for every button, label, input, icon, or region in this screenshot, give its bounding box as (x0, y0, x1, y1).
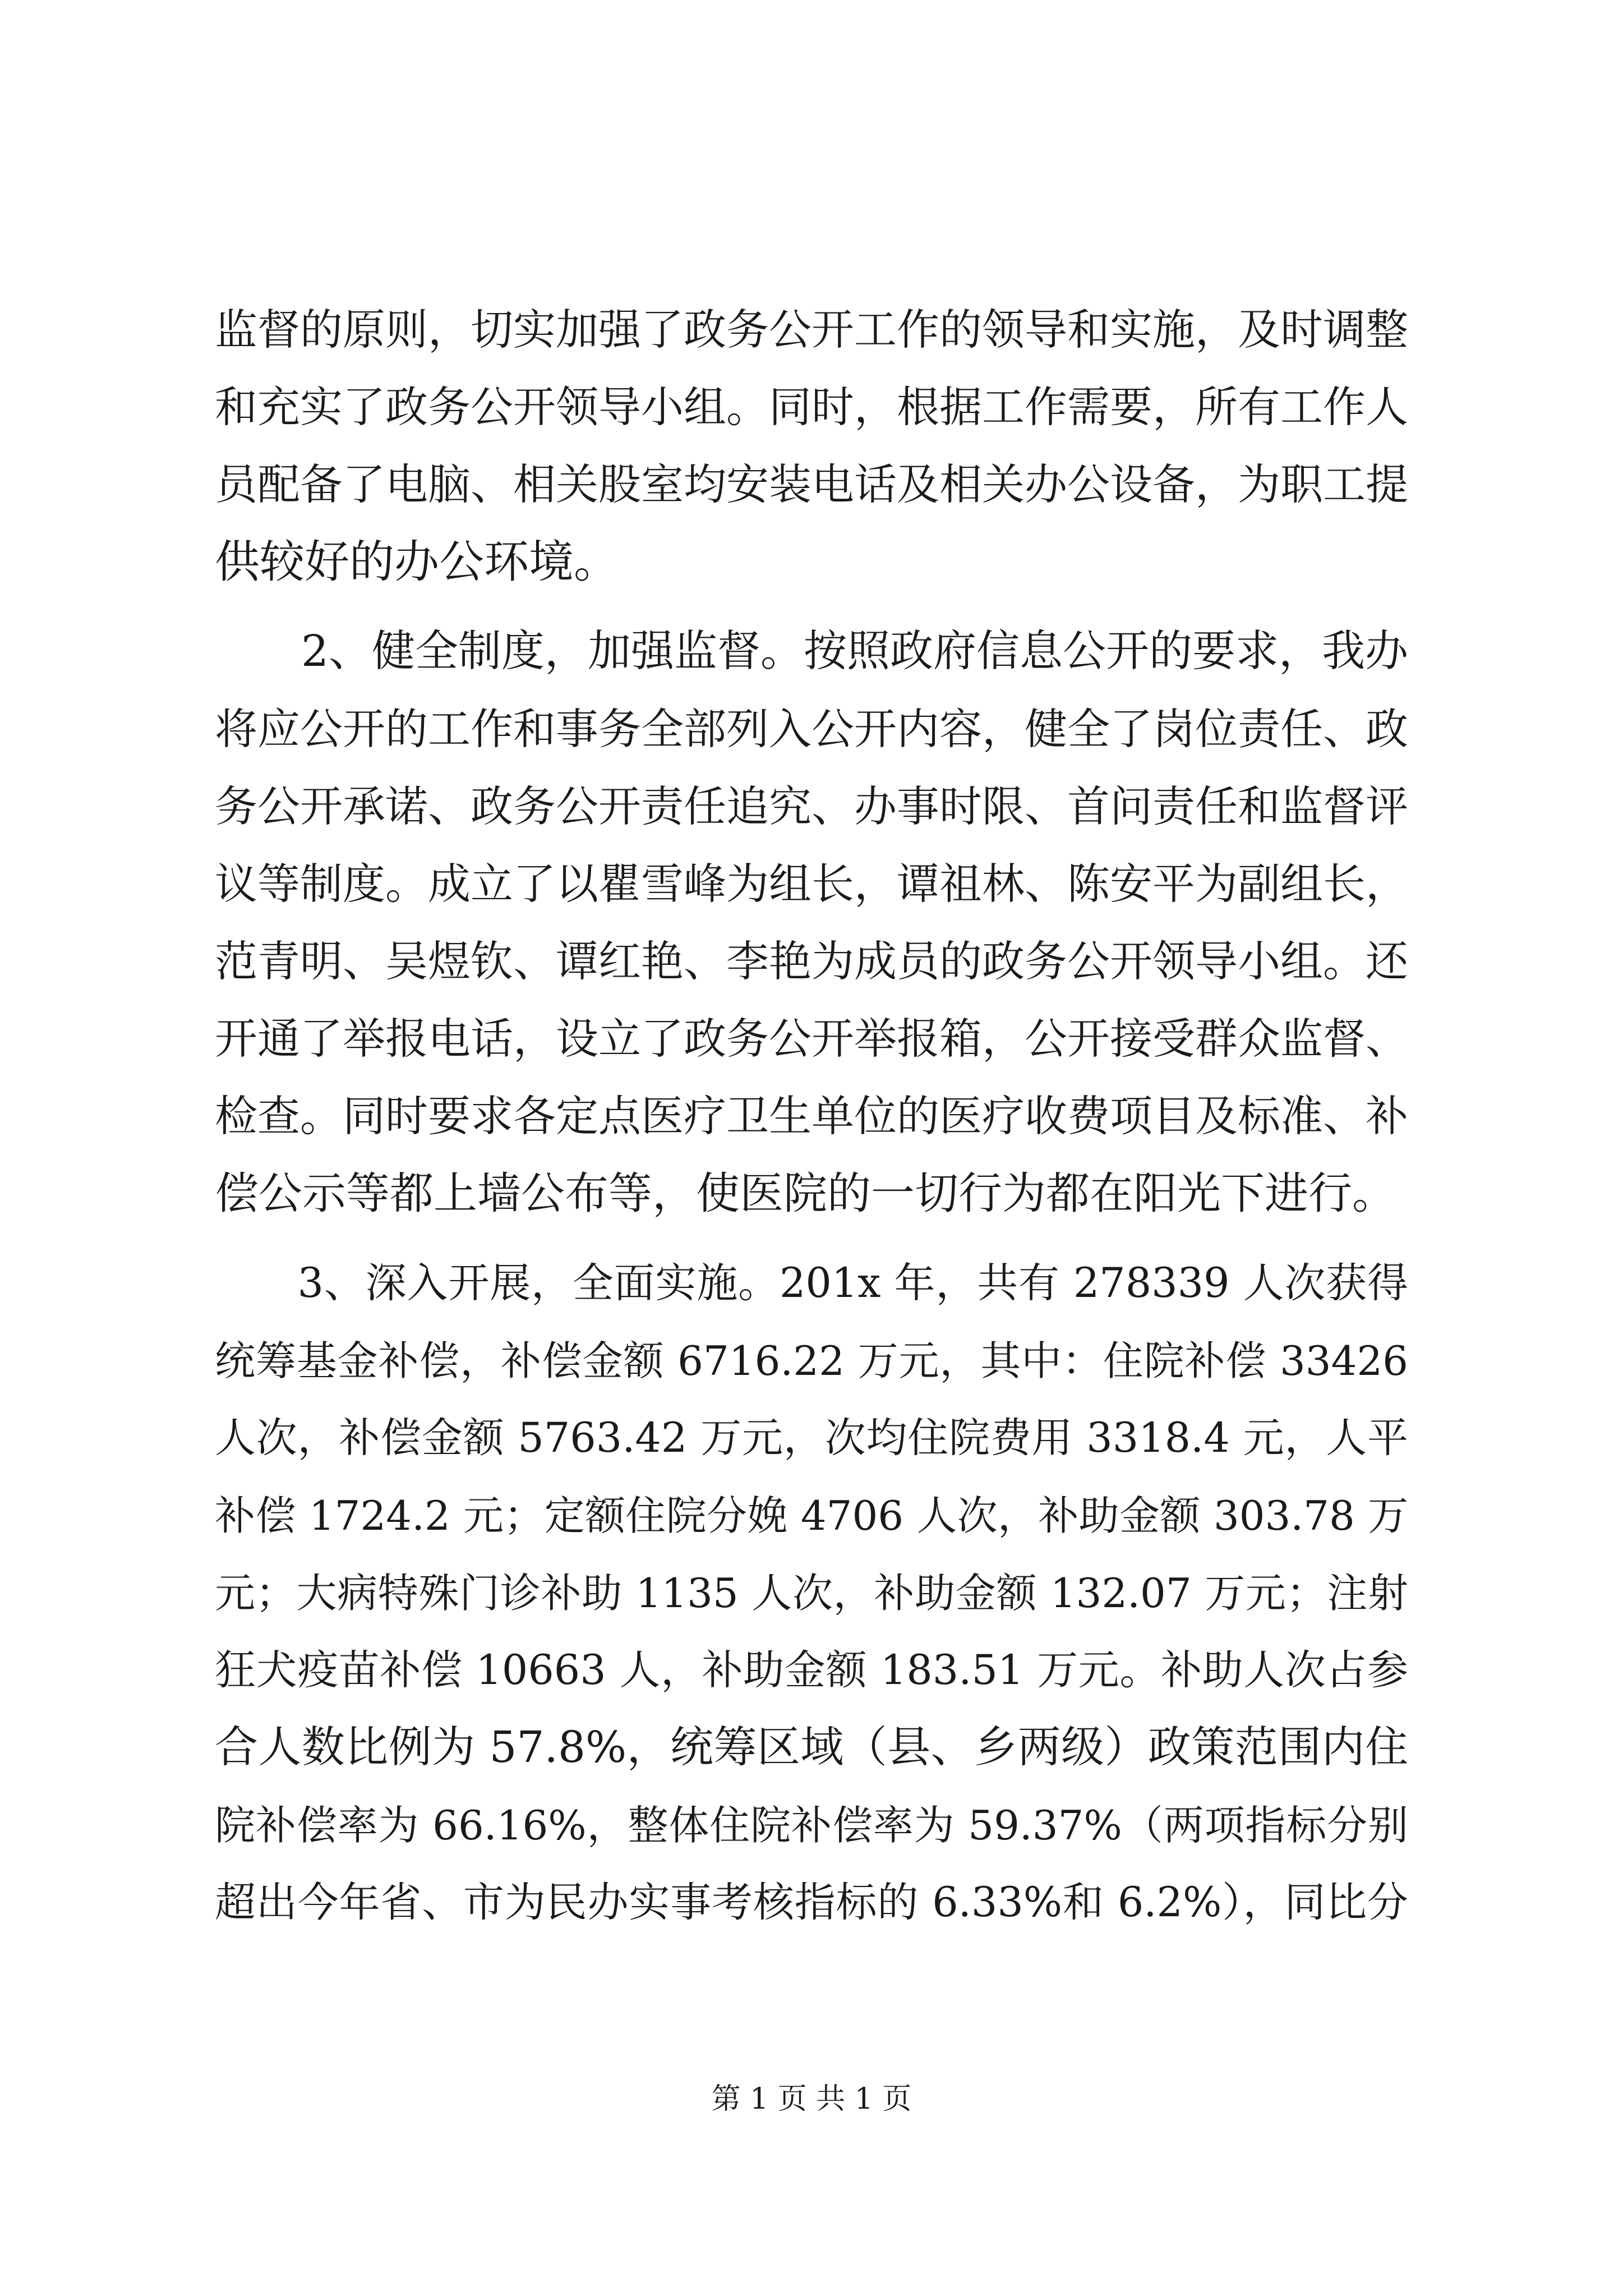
text-line: 超出今年省、市为民办实事考核指标的 6.33%和 6.2%），同比分 (215, 1879, 1408, 1926)
text-line: 2、健全制度，加强监督。按照政府信息公开的要求，我办 (215, 627, 1408, 677)
text-line: 员配备了电脑、相关股室均安装电话及相关办公设备，为职工提 (215, 459, 1408, 509)
text-line: 议等制度。成立了以瞿雪峰为组长，谭祖林、陈安平为副组长， (215, 859, 1408, 909)
text-line: 偿公示等都上墙公布等，使医院的一切行为都在阳光下进行。 (215, 1168, 1396, 1219)
text-line: 元；大病特殊门诊补助 1135 人次，补助金额 132.07 万元；注射 (215, 1570, 1408, 1617)
text-line: 3、深入开展，全面实施。201x 年，共有 278339 人次获得 (215, 1259, 1408, 1307)
text-line: 统筹基金补偿，补偿金额 6716.22 万元，其中：住院补偿 33426 (215, 1337, 1408, 1384)
page-footer: 第 1 页 共 1 页 (711, 2082, 912, 2116)
text-line: 狂犬疫苗补偿 10663 人，补助金额 183.51 万元。补助人次占参 (215, 1646, 1408, 1694)
text-line: 和充实了政务公开领导小组。同时，根据工作需要，所有工作人 (215, 382, 1408, 432)
text-line: 范青明、吴煜钦、谭红艳、李艳为成员的政务公开领导小组。还 (215, 936, 1408, 986)
text-line: 开通了举报电话，设立了政务公开举报箱，公开接受群众监督、 (215, 1014, 1408, 1064)
text-line: 供较好的办公环境。 (215, 536, 619, 588)
text-line: 院补偿率为 66.16%，整体住院补偿率为 59.37%（两项指标分别 (215, 1802, 1408, 1849)
text-line: 检查。同时要求各定点医疗卫生单位的医疗收费项目及标准、补 (215, 1091, 1408, 1141)
text-line: 合人数比例为 57.8%，统筹区域（县、乡两级）政策范围内住 (215, 1723, 1408, 1773)
text-line: 人次，补偿金额 5763.42 万元，次均住院费用 3318.4 元，人平 (215, 1414, 1408, 1462)
text-line: 务公开承诺、政务公开责任追究、办事时限、首问责任和监督评 (215, 781, 1408, 831)
text-line: 将应公开的工作和事务全部列入公开内容，健全了岗位责任、政 (215, 704, 1408, 754)
text-line: 补偿 1724.2 元；定额住院分娩 4706 人次，补助金额 303.78 万 (215, 1492, 1408, 1539)
text-line: 监督的原则，切实加强了政务公开工作的领导和实施，及时调整 (215, 305, 1408, 355)
